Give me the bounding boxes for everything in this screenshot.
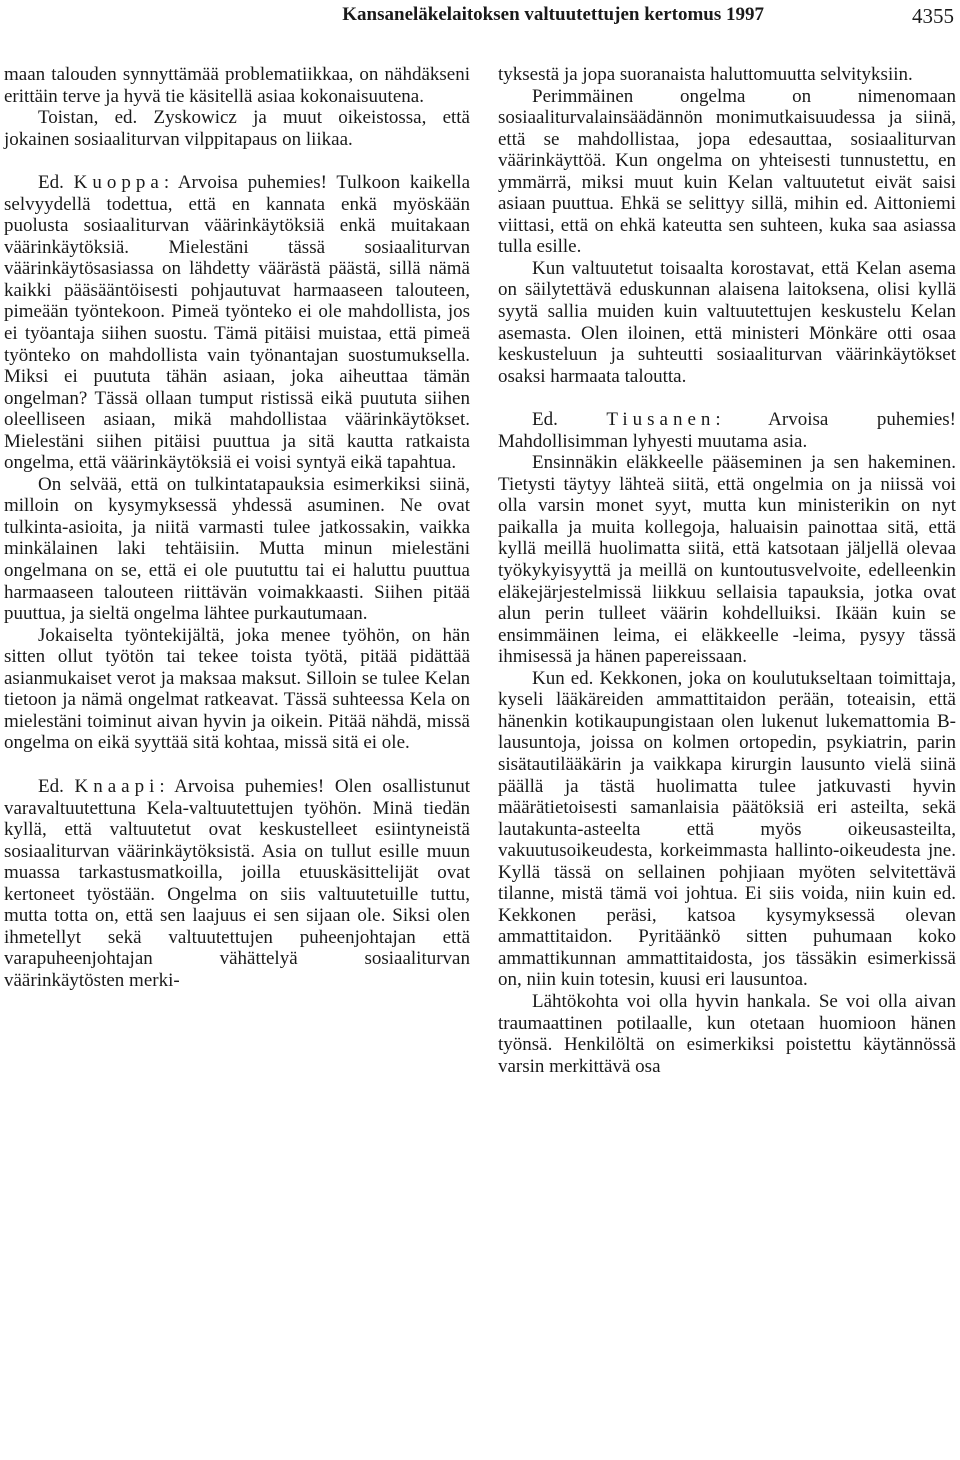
speech-text: : Arvoisa puhemies! Olen osallistunut varavaltuutettuna Kela-valtuutettujen työhön. Minä tiedän kyllä, että valtuutetut ovat keskustelleet esiintyneistä sosiaaliturvan väärinkäytöksistä. Asia on tullut esille muun muassa tarkastusmatkoilla, joilla etuuskäsittelijät ovat kertoneet työstään. Ongelma on siis valtuutetuille tuttu, mutta totta on, että sen laajuus ei sen sijaan ole. Siksi olen ihmetellyt sekä valtuutettujen puheenjohtajan että varapuheenjohtajan vähättelyä sosiaaliturvan väärinkäytösten merki- — [4, 775, 471, 991]
paragraph: tyksestä ja jopa suoranaista haluttomuutta selvityksiin. — [498, 64, 913, 85]
speech-text: : Arvoisa puhemies! Tulkoon kaikella selvyydellä todettua, että en kannata enkä myöskään puolusta sosiaaliturvan väärinkäytöksiä enkä muitakaan väärinkäytöksiä. Mielestäni tässä sosiaaliturvan väärinkäytösasiassa on lähdetty väärästä päästä, sillä nämä kaikki pääsääntöisesti pohjautuvat harmaaseen talouteen, pimeään työntekoon. Pimeä työnteko ei ole mahdollista, jos ei työantaja siihen suostu. Tämä pitäisi muistaa, että pimeä työnteko on mahdollista vain työnantajan suostumuksella. Miksi ei puututa tähän asiaan, joka aiheuttaa tämän ongelman? Tässä ollaan tumput ristissä eikä puututa siihen oleelliseen asiaan, mikä mahdollistaa väärinkäytökset. Mielestäni siihen pitäisi puuttua ja sitä kautta ratkaista ongelma, että väärinkäytöksiä ei voisi syntyä eikä tapahtua. — [4, 172, 471, 474]
speech-tiusanen — [498, 409, 956, 452]
speaker-name: Kuoppa — [73, 172, 164, 194]
speech-prefix: Ed. — [38, 172, 74, 194]
speech-kuoppa — [4, 172, 470, 474]
speaker-name: Tiusanen — [606, 409, 716, 431]
speaker-name: Knaapi — [74, 775, 160, 797]
paragraph: On selvää, että on tulkintatapauksia esimerkiksi siinä, milloin on kysymyksessä yhdessä asuminen. Ne ovat tulkinta-asioita, ja niitä varmasti tulee jatkossakin, vaikka minkälainen laki tehtäisiin. Mutta minun mielestäni ongelmana on se, että ei ole puututtu tai ei haluttu puuttua harmaaseen talouteen riittävän voimakkaasti. Siihen pitää puuttua, ja sieltä ongelma lähtee purkautumaan. — [4, 473, 470, 625]
paragraph: Kun valtuutetut toisaalta korostavat, että Kelan asema on säilytettävä eduskunnan alaisena laitoksena, olisi kyllä syytä sallia muiden kuin valtuutettujen keskustelu Kelan asemasta. Olen iloinen, että ministeri Mönkäre otti osaa keskusteluun ja suhteutti sosiaaliturvan väärinkäytökset osaksi harmaata taloutta. — [498, 257, 956, 387]
speech-prefix: Ed. — [532, 409, 607, 431]
page-header — [0, 0, 960, 40]
paragraph: Perimmäinen ongelma on nimenomaan sosiaaliturvalainsäädännön monimutkaisuudessa ja siinä, että se mahdollistaa, jopa edesauttaa, sosiaaliturvan väärinkäyttöä. Kun ongelma on yhteisesti tunnustettu, en ymmärrä, miksi muut kuin Kelan valtuutetut eivät saisi asiaan puuttua. Ehkä se selittyy sillä, mihin ed. Aittoniemi viittasi, että on ehkä kateutta sen suhteen, kuka saa asiassa tulla esille. — [498, 85, 956, 258]
speech-prefix: Ed. — [38, 775, 75, 797]
running-title: Kansaneläkelaitoksen valtuutettujen kertomus 1997 — [342, 4, 764, 25]
paragraph: maan talouden synnyttämää problematiikkaa, on nähdäkseni erittäin terve ja hyvä tie käsitellä asiaa kokonaisuutena. — [4, 64, 470, 107]
right-column — [498, 64, 956, 1077]
left-column — [4, 64, 470, 991]
speech-knaapi — [4, 776, 470, 991]
paragraph: Lähtökohta voi olla hyvin hankala. Se voi olla aivan traumaattinen potilaalle, kun otetaan huomioon hänen työnsä. Henkilöltä on esimerkiksi poistettu käytännössä varsin merkittävä osa — [498, 990, 956, 1077]
paragraph: Ensinnäkin eläkkeelle pääseminen ja sen hakeminen. Tietysti täytyy lähteä siitä, että ongelmia on ja niissä voi olla varsin monet syyt, mutta kun ministerikin on nyt paikalla ja muita kollegoja, haluaisin painottaa sitä, että kyllä meillä huolimatta siitä, että katsotaan jäljellä olevaa työkykyisyyttä ja meillä on kuntoutusvelvoite, edelleenkin eläkejärjestelmissä liikkuu sellaisia tapauksia, jotka ovat alun perin tulleet väärin kohdelluiksi. Ikään kuin se ensimmäinen leima, ei eläkkeelle -leima, pysyy tässä ihmisessä ja hänen papereissaan. — [498, 452, 956, 668]
paragraph: Kun ed. Kekkonen, joka on koulutukseltaan toimittaja, kyseli lääkäreiden ammattitaidon perään, toteaisin, että hänenkin kotikaupungistaan olen lukenut lukemattomia B-lausuntoja, joissa on kolmen ortopedin, psykiatrin, parin sisätautilääkärin ja vaikkapa kirurgin lausunto vielä siinä päällä ja tästä huolimatta tulee jatkuvasti hyvin määrätietoisesti samanlaisia päätöksiä eri asteilta, sekä lautakunta-asteelta että myös oikeusasteilta, vakuutusoikeudesta, korkeimmasta hallinto-oikeudesta jne. Kyllä tässä on sellainen pohjiaan myöten selvitettävä tilanne, mistä tämä voi johtua. Ei siis voida, niin kuin ed. Kekkonen peräsi, katsoa kysymyksessä olevan ammattitaidon. Pyritäänkö sitten puhumaan koko ammattikunnan ammattitaidosta, jos tässäkin esimerkissä on, niin kuin totesin, kuusi eri lausuntoa. — [498, 667, 956, 991]
paragraph: Toistan, ed. Zyskowicz ja muut oikeistossa, että jokainen sosiaaliturvan vilppitapaus on liikaa. — [4, 107, 470, 150]
speech-text: : Arvoisa puhemies! Mahdollisimman lyhyesti muutama asia. — [498, 409, 957, 452]
page-number: 4355 — [912, 4, 954, 28]
paragraph: Jokaiselta työntekijältä, joka menee työhön, on hän sitten ollut työtön tai tekee toista työtä, pitää pidättää asianmukaiset verot ja maksaa maksut. Silloin se tulee Kelan tietoon ja nämä ongelmat ratkeavat. Tässä suhteessa Kela on mielestäni toiminut aivan hyvin ja oikein. Pitää nähdä, missä ongelma on eikä syyttää sitä kohtaa, missä sitä ei ole. — [4, 624, 470, 754]
